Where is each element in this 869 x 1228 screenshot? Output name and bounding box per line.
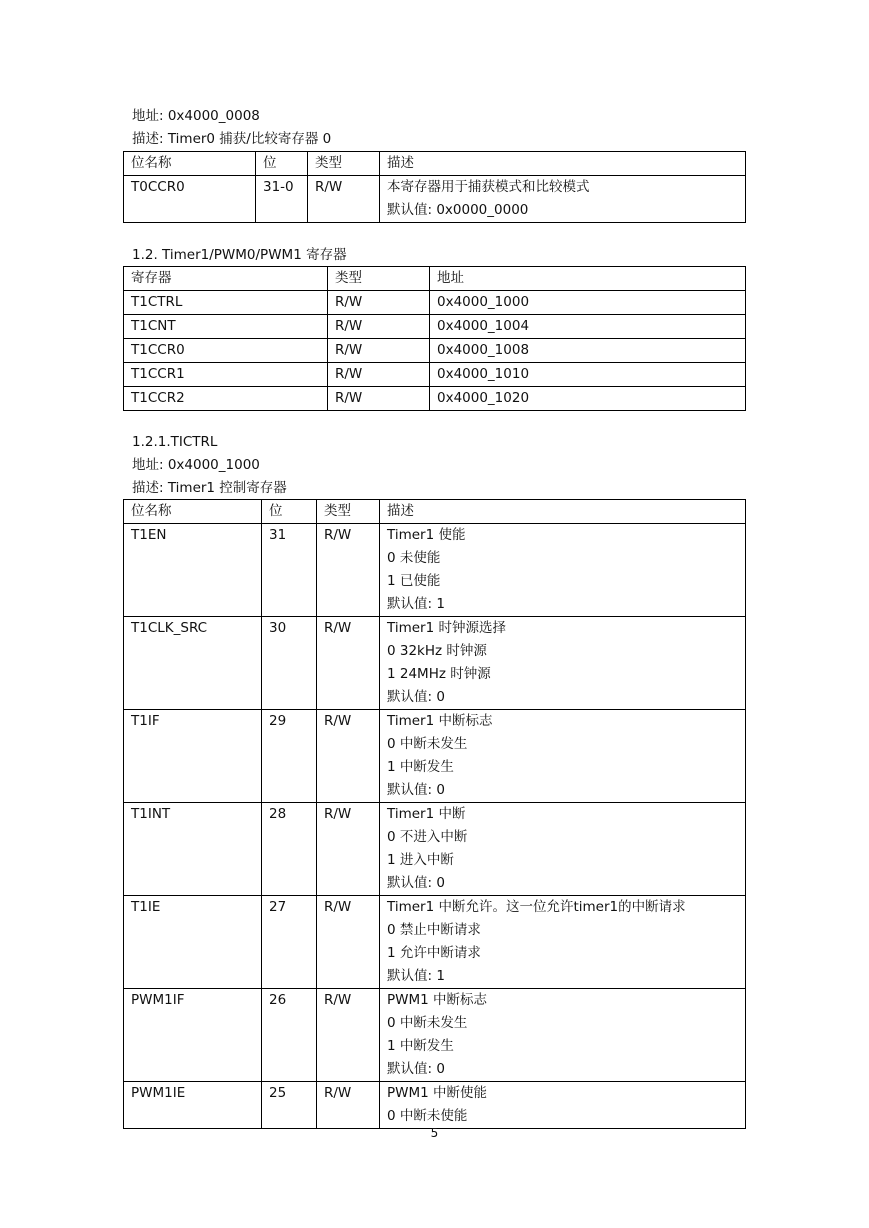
cell-bit-name: T1IE <box>124 896 262 989</box>
header-description: 描述 <box>380 152 746 176</box>
header-address: 地址 <box>430 267 746 291</box>
cell-bit-name: T1IF <box>124 710 262 803</box>
cell-description <box>380 803 746 896</box>
desc-line: 0 中断未发生 <box>387 1015 468 1031</box>
desc-line: 0 不进入中断 <box>387 829 468 845</box>
desc-line: 0 禁止中断请求 <box>387 922 481 938</box>
timer1-section-heading: 1.2. Timer1/PWM0/PWM1 寄存器 <box>132 247 347 263</box>
desc-line: 1 已使能 <box>387 573 441 589</box>
cell-bit-name: T0CCR0 <box>124 176 256 223</box>
cell-bit-name: T1EN <box>124 524 262 617</box>
cell-type: R/W <box>328 363 430 387</box>
cell-bit-name: PWM1IE <box>124 1082 262 1129</box>
header-description: 描述 <box>380 500 746 524</box>
cell-bit: 25 <box>262 1082 317 1129</box>
table-header-row <box>124 152 746 176</box>
cell-bit: 26 <box>262 989 317 1082</box>
table-row <box>124 387 746 411</box>
header-bit-name: 位名称 <box>124 152 256 176</box>
t1ctrl-heading: 1.2.1.TICTRL <box>132 434 218 450</box>
desc-line: 默认值: 0 <box>387 1061 445 1077</box>
cell-bit-name: PWM1IF <box>124 989 262 1082</box>
cell-type: R/W <box>328 315 430 339</box>
table-row <box>124 989 746 1082</box>
cell-bit: 31 <box>262 524 317 617</box>
cell-type: R/W <box>317 896 380 989</box>
cell-bit: 28 <box>262 803 317 896</box>
table-row <box>124 710 746 803</box>
cell-type: R/W <box>328 339 430 363</box>
desc-line: 1 允许中断请求 <box>387 945 481 961</box>
desc-line: Timer1 中断允许。这一位允许timer1的中断请求 <box>387 899 686 915</box>
cell-description <box>380 989 746 1082</box>
cell-description <box>380 710 746 803</box>
desc-line: Timer1 中断标志 <box>387 713 493 729</box>
cell-type: R/W <box>317 1082 380 1129</box>
cell-address: 0x4000_1004 <box>430 315 746 339</box>
header-bit: 位 <box>262 500 317 524</box>
cell-address: 0x4000_1010 <box>430 363 746 387</box>
t1ctrl-address: 地址: 0x4000_1000 <box>132 457 260 473</box>
cell-type: R/W <box>328 291 430 315</box>
page-number: 5 <box>430 1126 439 1140</box>
cell-description <box>380 524 746 617</box>
desc-line: 1 24MHz 时钟源 <box>387 666 491 682</box>
cell-bit: 31-0 <box>256 176 308 223</box>
desc-line: 默认值: 0 <box>387 689 445 705</box>
desc-line: 1 中断发生 <box>387 759 454 775</box>
desc-line: 默认值: 0 <box>387 875 445 891</box>
timer1-register-table <box>123 266 746 411</box>
table-header-row <box>124 267 746 291</box>
table-row <box>124 339 746 363</box>
cell-type: R/W <box>308 176 380 223</box>
cell-address: 0x4000_1000 <box>430 291 746 315</box>
t0ccr0-description: 描述: Timer0 捕获/比较寄存器 0 <box>132 131 332 147</box>
cell-register: T1CTRL <box>124 291 328 315</box>
table-row <box>124 176 746 223</box>
cell-bit: 29 <box>262 710 317 803</box>
table-row <box>124 617 746 710</box>
desc-line: PWM1 中断标志 <box>387 992 488 1008</box>
desc-line: Timer1 使能 <box>387 527 466 543</box>
header-bit-name: 位名称 <box>124 500 262 524</box>
desc-line: 0 32kHz 时钟源 <box>387 643 487 659</box>
cell-description <box>380 896 746 989</box>
cell-type: R/W <box>328 387 430 411</box>
desc-line: 1 进入中断 <box>387 852 454 868</box>
cell-bit: 30 <box>262 617 317 710</box>
desc-line: 默认值: 0x0000_0000 <box>387 202 529 218</box>
header-type: 类型 <box>308 152 380 176</box>
desc-line: 0 未使能 <box>387 550 441 566</box>
desc-line: Timer1 时钟源选择 <box>387 620 506 636</box>
desc-line: 本寄存器用于捕获模式和比较模式 <box>387 179 590 195</box>
cell-address: 0x4000_1008 <box>430 339 746 363</box>
cell-type: R/W <box>317 524 380 617</box>
table-row <box>124 524 746 617</box>
table-row <box>124 363 746 387</box>
t1ctrl-table <box>123 499 746 1129</box>
t0ccr0-address: 地址: 0x4000_0008 <box>132 108 260 124</box>
desc-line: 默认值: 1 <box>387 968 445 984</box>
desc-line: Timer1 中断 <box>387 806 466 822</box>
header-type: 类型 <box>317 500 380 524</box>
cell-type: R/W <box>317 710 380 803</box>
desc-line: 1 中断发生 <box>387 1038 454 1054</box>
cell-bit-name: T1INT <box>124 803 262 896</box>
table-header-row <box>124 500 746 524</box>
cell-type: R/W <box>317 803 380 896</box>
cell-bit-name: T1CLK_SRC <box>124 617 262 710</box>
header-bit: 位 <box>256 152 308 176</box>
cell-register: T1CNT <box>124 315 328 339</box>
header-register: 寄存器 <box>124 267 328 291</box>
desc-line: 默认值: 1 <box>387 596 445 612</box>
cell-register: T1CCR0 <box>124 339 328 363</box>
desc-line: 0 中断未使能 <box>387 1108 468 1124</box>
cell-register: T1CCR1 <box>124 363 328 387</box>
table-row <box>124 803 746 896</box>
table-row <box>124 291 746 315</box>
t1ctrl-description: 描述: Timer1 控制寄存器 <box>132 480 287 496</box>
cell-register: T1CCR2 <box>124 387 328 411</box>
cell-type: R/W <box>317 989 380 1082</box>
desc-line: 默认值: 0 <box>387 782 445 798</box>
table-row <box>124 1082 746 1129</box>
header-type: 类型 <box>328 267 430 291</box>
desc-line: PWM1 中断使能 <box>387 1085 488 1101</box>
cell-address: 0x4000_1020 <box>430 387 746 411</box>
desc-line: 0 中断未发生 <box>387 736 468 752</box>
t0ccr0-table <box>123 151 746 223</box>
table-row <box>124 896 746 989</box>
cell-description <box>380 617 746 710</box>
cell-description <box>380 176 746 223</box>
cell-bit: 27 <box>262 896 317 989</box>
table-row <box>124 315 746 339</box>
cell-description <box>380 1082 746 1129</box>
cell-type: R/W <box>317 617 380 710</box>
